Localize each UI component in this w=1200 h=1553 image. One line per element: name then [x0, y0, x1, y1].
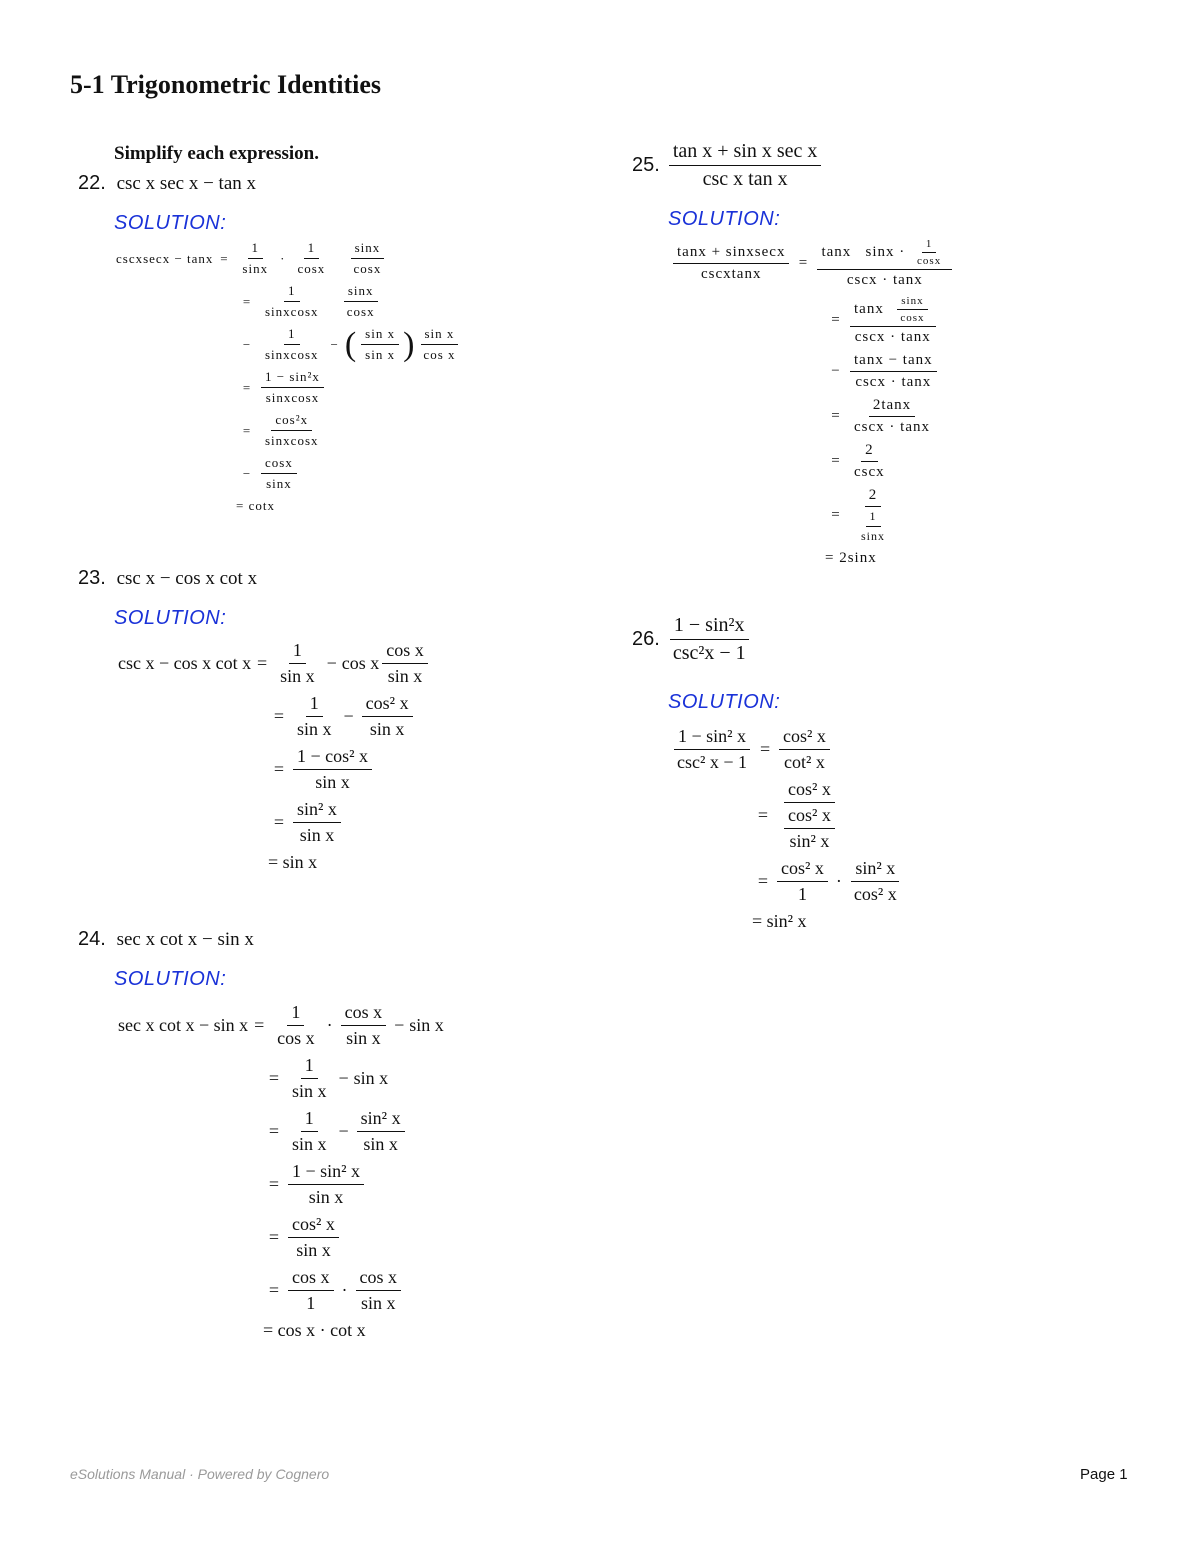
- problem-25: 25. $\frac{\text{tan x + sin x sec x}}{\text{csc x tan x}}$: [632, 140, 824, 191]
- problem-23: [78, 567, 257, 590]
- answer: = sin x: [268, 852, 318, 872]
- problem-24: [78, 928, 254, 951]
- instructions: Simplify each expression.: [114, 143, 319, 164]
- solution-label: SOLUTION:: [668, 691, 781, 713]
- solution-label: SOLUTION:: [114, 968, 227, 990]
- page-number: Page 1: [1080, 1466, 1128, 1483]
- answer: = cos x · cot x: [263, 1320, 366, 1340]
- problem-26: 26. $\frac{\text{1 − sin²x}}{\text{csc²x − 1}}$: [632, 614, 753, 665]
- lhs: cscxsecx − tanx: [116, 250, 214, 266]
- answer: = 2sinx: [825, 550, 877, 566]
- footer-credit: eSolutions Manual · Powered by Cognero: [70, 1466, 330, 1482]
- problem-number: 25.: [632, 154, 660, 176]
- solution-25: $\frac{\text{tanx + sinxsecx}}{\text{cscxtanx}}$ = tanx sinx · $\frac{1}{\cos x}$ cscx · tanx = tanx $\frac{\sin x}{\cos x}$ cscx · tanx − $\frac{\tan x - \tan x}{\csc x \cdot \tan x}$ = $\frac{2\tan x}{\csc x \cdot \tan x}$ = $\frac{2}{\csc x}$ = $\frac{2}{\frac{1}{\sin x}}$ = 2sinx: [670, 238, 955, 573]
- problem-number: 22.: [78, 172, 106, 194]
- solution-label: SOLUTION:: [114, 607, 227, 629]
- solution-label: SOLUTION:: [668, 208, 781, 230]
- problem-number: 26.: [632, 628, 660, 650]
- solution-24: sec x cot x − sin x = $\frac{1}{\text{cos x}}$ · $\frac{\text{cos x}}{\text{sin x}}$ − sin x = $\frac{1}{\text{sin x}}$ − sin x = $\frac{1}{\text{sin x}}$ − $\frac{\text{sin² x}}{\text{sin x}}$ = $\frac{\text{1 − sin² x}}{\text{sin x}}$ = $\frac{\text{cos² x}}{\text{sin x}}$ = $\frac{\text{cos x}}{1}$ · $\frac{\text{cos x}}{\text{sin x}}$ = cos x · cot x: [118, 1002, 444, 1340]
- solution-26: $\frac{\text{1 − sin² x}}{\text{csc² x − 1}}$ = $\frac{\text{cos² x}}{\text{cot² x}}$ = $\frac{\text{cos² x}}{\frac{\text{cos² x}}{\text{sin² x}}}$ = $\frac{\text{cos² x}}{1}$ · $\frac{\text{sin² x}}{\text{cos² x}}$ = sin² x: [670, 726, 904, 938]
- solution-23: csc x − cos x cot x = $\frac{1}{\text{sin x}}$ − cos x $\frac{\text{cos x}}{\text{sin x}}$ = $\frac{1}{\text{sin x}}$ − $\frac{\text{cos² x}}{\text{sin x}}$ = $\frac{\text{1 − cos² x}}{\text{sin x}}$ = $\frac{\text{sin² x}}{\text{sin x}}$ = sin x: [118, 640, 431, 879]
- answer: = cotx: [236, 498, 275, 513]
- problem-expression: csc x − cos x cot x: [116, 568, 258, 589]
- solution-label: SOLUTION:: [114, 212, 227, 234]
- answer: = sin² x: [752, 911, 807, 931]
- problem-number: 23.: [78, 567, 106, 589]
- page-title: 5-1 Trigonometric Identities: [70, 70, 381, 99]
- problem-expression: sec x cot x − sin x: [116, 929, 254, 950]
- solution-22: cscxsecx − tanx = $\frac{1}{\sin x}$ · $\frac{1}{\cos x}$ $\frac{\sin x}{\cos x}$ = $\frac{1}{\text{sinxcosx}}$ $\frac{\sin x}{\cos x}$ − $\frac{1}{\text{sinxcosx}}$ − ( $\frac{\text{sin x}}{\text{sin x}}$ ) $\frac{\text{sin x}}{\text{cos x}}$ = $\frac{\text{1 − sin²x}}{\text{sinxcosx}}$ = $\frac{\text{cos²x}}{\text{sinxcosx}}$ − $\frac{\cos x}{\sin x}$ = cotx: [116, 240, 463, 520]
- problem-22: [78, 172, 256, 195]
- problem-expression: csc x sec x − tan x: [116, 173, 257, 194]
- problem-number: 24.: [78, 928, 106, 950]
